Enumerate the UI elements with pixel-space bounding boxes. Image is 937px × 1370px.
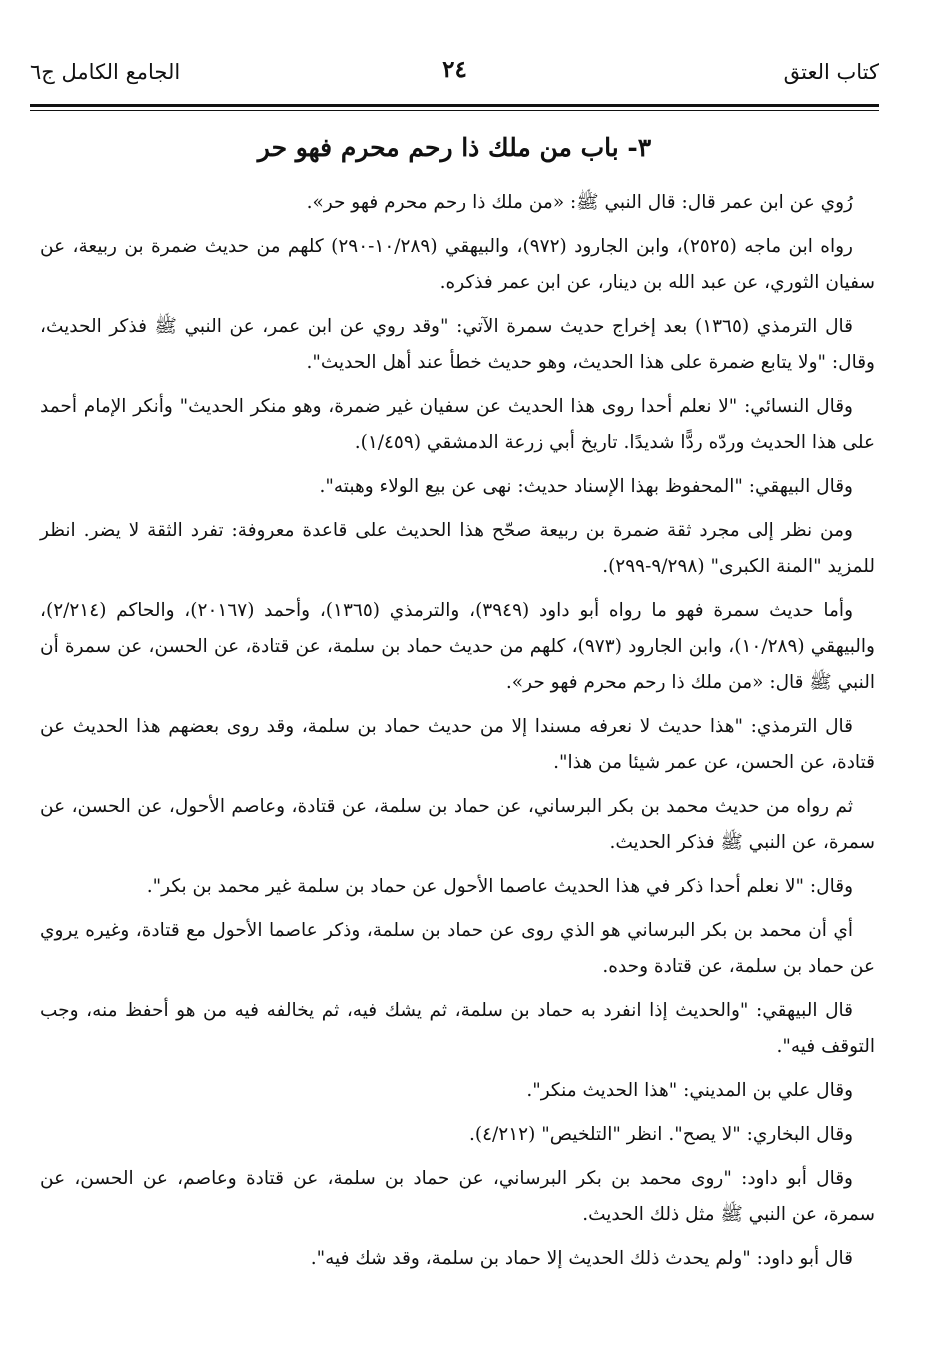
- paragraph: وقال: "لا نعلم أحدا ذكر في هذا الحديث عاصما الأحول عن حماد بن سلمة غير محمد بن بكر".: [146, 876, 853, 897]
- paragraph: رُوي عن ابن عمر قال: قال النبي ﷺ: «من ملك ذا رحم محرم فهو حر».: [306, 192, 853, 213]
- chapter-title: ٣- باب من ملك ذا رحم محرم فهو حر: [257, 133, 652, 162]
- paragraph: قال الترمذي (١٣٦٥) بعد إخراج حديث سمرة الآتي: "وقد روي عن ابن عمر، عن النبي ﷺ فذكر الحديث، وقال: "ولا يتابع ضمرة على هذا الحديث، وهو حديث خطأ عند أهل الحديث".: [40, 316, 875, 373]
- paragraph: وقال أبو داود: "روى محمد بن بكر البرساني، عن حماد بن سلمة، عن قتادة وعاصم، عن الحسن، عن سمرة، عن النبي ﷺ مثل ذلك الحديث.: [40, 1168, 875, 1225]
- paragraph: قال أبو داود: "ولم يحدث ذلك الحديث إلا حماد بن سلمة، وقد شك فيه".: [310, 1248, 853, 1269]
- page-header: [30, 54, 879, 94]
- paragraph: ثم رواه من حديث محمد بن بكر البرساني، عن حماد بن سلمة، عن قتادة، وعاصم الأحول، عن الحسن، عن سمرة، عن النبي ﷺ فذكر الحديث.: [40, 796, 875, 853]
- header-collection-title: الجامع الكامل ج٦: [30, 60, 181, 84]
- header-rule-thin: [30, 110, 879, 111]
- paragraph: أي أن محمد بن بكر البرساني هو الذي روى عن حماد بن سلمة، وذكر عاصما الأحول مع قتادة، وغيره يروي عن حماد بن سلمة، عن قتادة وحده.: [40, 920, 875, 977]
- paragraph: ومن نظر إلى مجرد ثقة ضمرة بن ربيعة صحّح هذا الحديث على قاعدة معروفة: تفرد الثقة لا يضر. انظر للمزيد "المنة الكبرى" (٩/٢٩٨-٢٩٩).: [40, 520, 875, 577]
- paragraph: وقال علي بن المديني: "هذا الحديث منكر".: [526, 1080, 853, 1101]
- header-rule: [30, 104, 879, 107]
- paragraph: قال الترمذي: "هذا حديث لا نعرفه مسندا إلا من حديث حماد بن سلمة، وقد روى بعضهم هذا الحديث عن قتادة، عن الحسن، عن عمر شيئا من هذا".: [40, 716, 875, 773]
- paragraph: قال البيهقي: "والحديث إذا انفرد به حماد بن سلمة، ثم يشك فيه، ثم يخالفه فيه من هو أحفظ منه، وجب التوقف فيه".: [40, 1000, 875, 1057]
- paragraph: وأما حديث سمرة فهو ما رواه أبو داود (٣٩٤٩)، والترمذي (١٣٦٥)، وأحمد (٢٠١٦٧)، والحاكم (٢/٢١٤)، والبيهقي (١٠/٢٨٩)، وابن الجارود (٩٧٣)، كلهم من حديث حماد بن سلمة، عن قتادة، عن الحسن، عن سمرة أن النبي ﷺ قال: «من ملك ذا رحم محرم فهو حر».: [40, 600, 875, 693]
- paragraph: رواه ابن ماجه (٢٥٢٥)، وابن الجارود (٩٧٢)، والبيهقي (١٠/٢٨٩-٢٩٠) كلهم من حديث ضمرة بن ربيعة، عن سفيان الثوري، عن عبد الله بن دينار، عن ابن عمر فذكره.: [40, 236, 875, 293]
- header-book-title: كتاب العتق: [783, 60, 879, 84]
- paragraph: وقال النسائي: "لا نعلم أحدا روى هذا الحديث عن سفيان غير ضمرة، وهو منكر الحديث" وأنكر الإمام أحمد على هذا الحديث وردّه ردًّا شديدًا. تاريخ أبي زرعة الدمشقي (١/٤٥٩).: [40, 396, 875, 453]
- paragraph: وقال البيهقي: "المحفوظ بهذا الإسناد حديث: نهى عن بيع الولاء وهبته".: [319, 476, 853, 497]
- paragraph: وقال البخاري: "لا يصح". انظر "التلخيص" (٤/٢١٢).: [469, 1124, 853, 1145]
- document-body: [40, 185, 875, 1285]
- header-page-number: ٢٤: [442, 56, 467, 83]
